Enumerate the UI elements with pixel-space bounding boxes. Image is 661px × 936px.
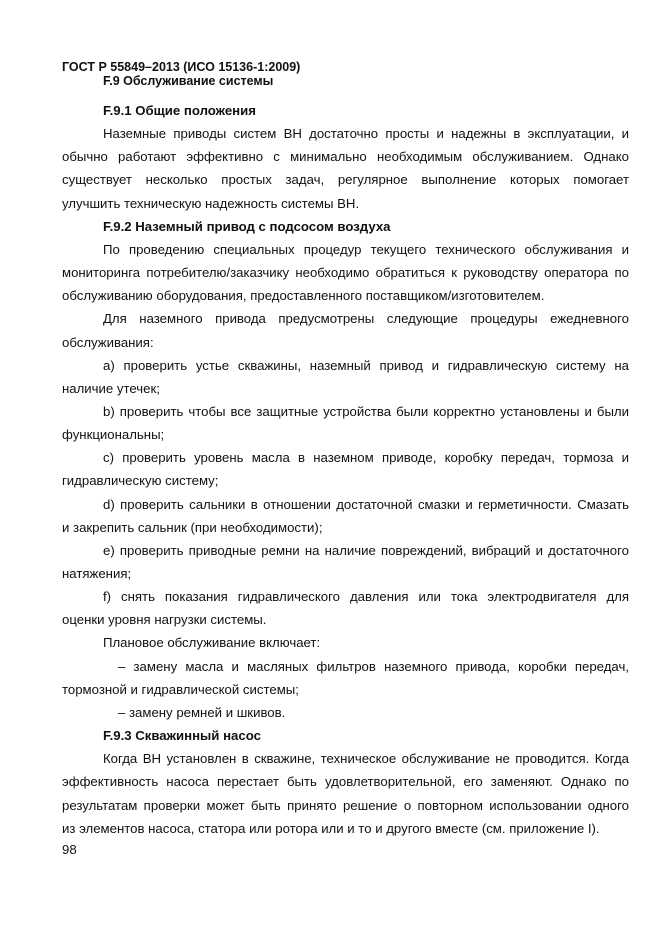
text-line: a) проверить устье скважины, наземный привод и гидравлическую систему на xyxy=(103,357,629,373)
page-number: 98 xyxy=(62,842,77,857)
text-line: из элементов насоса, статора или ротора или и то и другого вместе (см. приложение I). xyxy=(62,820,600,836)
text-line: тормозной и гидравлической системы; xyxy=(62,681,299,697)
text-line: Когда ВН установлен в скважине, техническое обслуживание не проводится. Когда xyxy=(103,751,629,767)
subsection-heading: F.9.2 Наземный привод с подсосом воздуха xyxy=(103,218,391,234)
text-line: b) проверить чтобы все защитные устройства были корректно установлены и были xyxy=(103,403,629,419)
text-line: Наземные приводы систем ВН достаточно просты и надежны в эксплуатации, и xyxy=(103,126,629,142)
text-line: гидравлическую систему; xyxy=(62,473,219,489)
text-line: мониторинга потребителю/заказчику необходимо обратиться к руководству оператора по xyxy=(62,265,629,280)
subsection-heading: F.9.3 Скважинный насос xyxy=(103,728,261,743)
text-line: улучшить техническую надежность системы ВН. xyxy=(62,195,360,211)
text-line: По проведению специальных процедур текущего технического обслуживания и xyxy=(103,241,629,257)
text-line: f) снять показания гидравлического давления или тока электродвигателя для xyxy=(103,589,629,605)
text-line: – замену масла и масляных фильтров наземного привода, коробки передач, xyxy=(118,658,629,674)
document-header: ГОСТ Р 55849–2013 (ИСО 15136-1:2009) xyxy=(62,60,301,74)
text-line: d) проверить сальники в отношении достаточной смазки и герметичности. Смазать xyxy=(103,496,629,512)
text-line: существует несколько простых задач, регулярное выполнение которых помогает xyxy=(62,172,629,188)
text-line: e) проверить приводные ремни на наличие повреждений, вибраций и достаточного xyxy=(103,542,629,558)
text-line: – замену ремней и шкивов. xyxy=(118,704,286,720)
subsection-heading: F.9.1 Общие положения xyxy=(103,103,256,118)
text-line: Для наземного привода предусмотрены следующие процедуры ежедневного xyxy=(103,311,629,327)
text-line: эффективность насоса перестает быть удовлетворительной, его заменяют. Однако по xyxy=(62,774,629,790)
text-line: обычно работают эффективно с минимально необходимым обслуживанием. Однако xyxy=(62,149,629,165)
text-line: обслуживанию оборудования, предоставленного поставщиком/изготовителем. xyxy=(62,288,545,304)
text-line: оценки уровня нагрузки системы. xyxy=(62,612,267,628)
section-title: F.9 Обслуживание системы xyxy=(103,74,274,88)
text-line: наличие утечек; xyxy=(62,380,160,396)
text-line: натяжения; xyxy=(62,566,132,581)
text-line: функциональны; xyxy=(62,427,165,443)
text-line: результатам проверки может быть принято решение о повторном использовании одного xyxy=(62,797,629,813)
text-line: обслуживания: xyxy=(62,334,154,350)
text-line: c) проверить уровень масла в наземном приводе, коробку передач, тормоза и xyxy=(103,450,629,466)
text-line: Плановое обслуживание включает: xyxy=(103,635,321,651)
text-line: и закрепить сальник (при необходимости); xyxy=(62,519,323,535)
